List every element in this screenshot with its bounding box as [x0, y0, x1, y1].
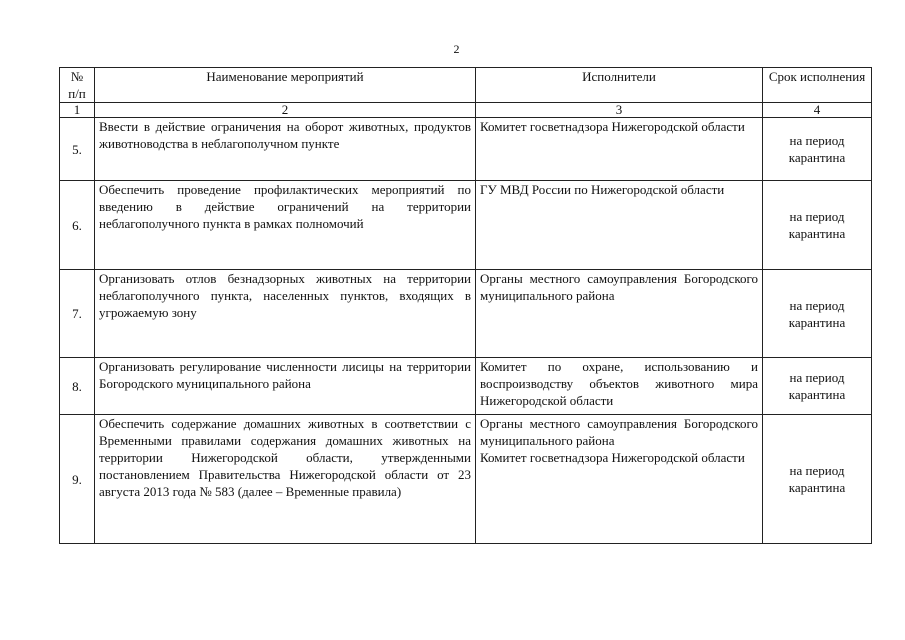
- column-index-4: 4: [763, 103, 872, 118]
- executor: Комитет по охране, использованию и воспроизводству объектов животного мира Нижегородской области: [480, 359, 758, 408]
- table-row: [60, 118, 872, 181]
- row-number: 6.: [60, 181, 95, 270]
- term-cell: на период карантина: [763, 270, 872, 358]
- column-index-3: 3: [476, 103, 763, 118]
- executor: Органы местного самоуправления Богородского муниципального района: [480, 271, 758, 303]
- executor: Органы местного самоуправления Богородского муниципального района: [480, 416, 758, 448]
- column-index-1: 1: [60, 103, 95, 118]
- measure-name: Организовать отлов безнадзорных животных на территории неблагополучного пункта, населенных пунктов, входящих в угрожаемую зону: [95, 270, 476, 358]
- table-row: [60, 415, 872, 544]
- executors-cell: [476, 270, 763, 358]
- executor: ГУ МВД России по Нижегородской области: [480, 182, 725, 197]
- executors-cell: [476, 358, 763, 415]
- measure-name: Ввести в действие ограничения на оборот животных, продуктов животноводства в неблагополучном пункте: [95, 118, 476, 181]
- row-number: 7.: [60, 270, 95, 358]
- executors-cell: [476, 118, 763, 181]
- row-number: 8.: [60, 358, 95, 415]
- term-cell: на период карантина: [763, 118, 872, 181]
- measures-table: [59, 67, 872, 544]
- table-header-row: [60, 68, 872, 103]
- term-cell: на период карантина: [763, 415, 872, 544]
- column-index-row: [60, 103, 872, 118]
- header-term: Срок исполнения: [763, 68, 872, 103]
- executor: Комитет госветнадзора Нижегородской области: [480, 119, 745, 134]
- measure-name: Организовать регулирование численности лисицы на территории Богородского муниципального района: [95, 358, 476, 415]
- measure-name: Обеспечить проведение профилактических мероприятий по введению в действие ограничений на территории неблагополучного пункта в рамках полномочий: [95, 181, 476, 270]
- table-row: [60, 270, 872, 358]
- term-cell: на период карантина: [763, 181, 872, 270]
- row-number: 5.: [60, 118, 95, 181]
- header-num: № п/п: [60, 68, 95, 103]
- table-row: [60, 358, 872, 415]
- term-cell: на период карантина: [763, 358, 872, 415]
- executors-cell: [476, 415, 763, 544]
- table-row: [60, 181, 872, 270]
- row-number: 9.: [60, 415, 95, 544]
- page-number: 2: [453, 42, 460, 56]
- executor: Комитет госветнадзора Нижегородской области: [480, 450, 745, 465]
- header-executors: Исполнители: [476, 68, 763, 103]
- measure-name: Обеспечить содержание домашних животных в соответствии с Временными правилами содержания домашних животных на территории Нижегородской области, утвержденными постановлением Правительства Нижегородской области от 23 августа 2013 года № 583 (далее – Временные правила): [95, 415, 476, 544]
- column-index-2: 2: [95, 103, 476, 118]
- executors-cell: [476, 181, 763, 270]
- header-name: Наименование мероприятий: [95, 68, 476, 103]
